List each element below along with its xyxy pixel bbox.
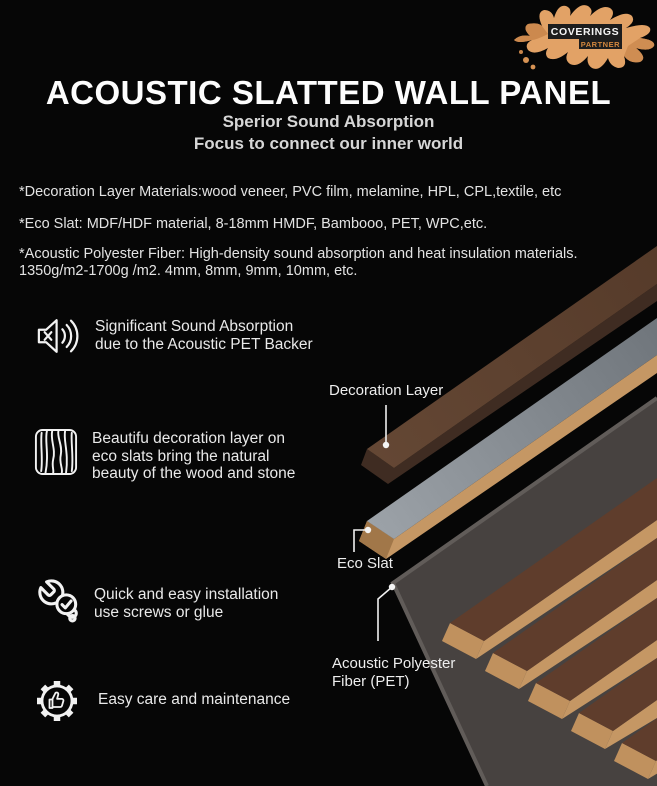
- subtitle-line1: Sperior Sound Absorption: [222, 112, 435, 131]
- feature-line: Quick and easy installation: [94, 586, 279, 603]
- logo-primary-box: [548, 24, 622, 39]
- feature-easy-installation: [36, 573, 278, 629]
- subtitle-line2: Focus to connect our inner world: [193, 134, 464, 153]
- logo-secondary-text: PARTNER: [580, 39, 620, 49]
- acoustic-fiber-label-line2: Fiber (PET): [332, 673, 410, 690]
- acoustic-fiber-label: [332, 655, 455, 691]
- feature-line: use screws or glue: [94, 603, 224, 621]
- feature-line: Significant Sound Absorption: [95, 318, 294, 335]
- spec-decoration-layer: *Decoration Layer Materials:wood veneer, PVC film, melamine, HPL, CPL,textile, etc: [19, 184, 562, 200]
- feature-line: due to the Acoustic PET Backer: [95, 335, 313, 353]
- pet-leader-line: [378, 587, 392, 641]
- eco-slat-label: Eco Slat: [337, 555, 393, 572]
- logo-primary-text: COVERINGS: [550, 25, 620, 38]
- feature-easy-care: [33, 674, 290, 728]
- spec-eco-slat: *Eco Slat: MDF/HDF material, 8-18mm HMDF, Bambooo, PET, WPC,etc.: [19, 216, 488, 232]
- feature-decoration-beauty: [34, 428, 295, 483]
- feature-line: Easy care and maintenance: [98, 691, 291, 708]
- logo-secondary-box: [579, 39, 622, 49]
- spec-acoustic-fiber: *Acoustic Polyester Fiber: High-density sound absorption and heat insulation materials. 1350g/m2-1700g /m2. 4mm, 8mm, 9mm, 10mm, etc.: [19, 246, 578, 279]
- acoustic-fiber-label-line1: Acoustic Polyester: [332, 655, 456, 672]
- coverings-partner-logo: [508, 2, 657, 78]
- feature-line: Beautifu decoration layer on: [92, 430, 286, 447]
- decoration-layer-label: Decoration Layer: [329, 382, 444, 399]
- feature-sound-absorption: [36, 314, 313, 358]
- feature-line: beauty of the wood and stone: [92, 465, 296, 482]
- muted-speaker-icon: [36, 314, 82, 358]
- page-title: ACOUSTIC SLATTED WALL PANEL: [45, 74, 612, 111]
- gear-thumbs-up-icon: [33, 674, 81, 728]
- wood-grain-icon: [34, 428, 78, 476]
- feature-line: eco slats bring the natural: [92, 447, 270, 465]
- wrench-check-icon: [36, 573, 82, 629]
